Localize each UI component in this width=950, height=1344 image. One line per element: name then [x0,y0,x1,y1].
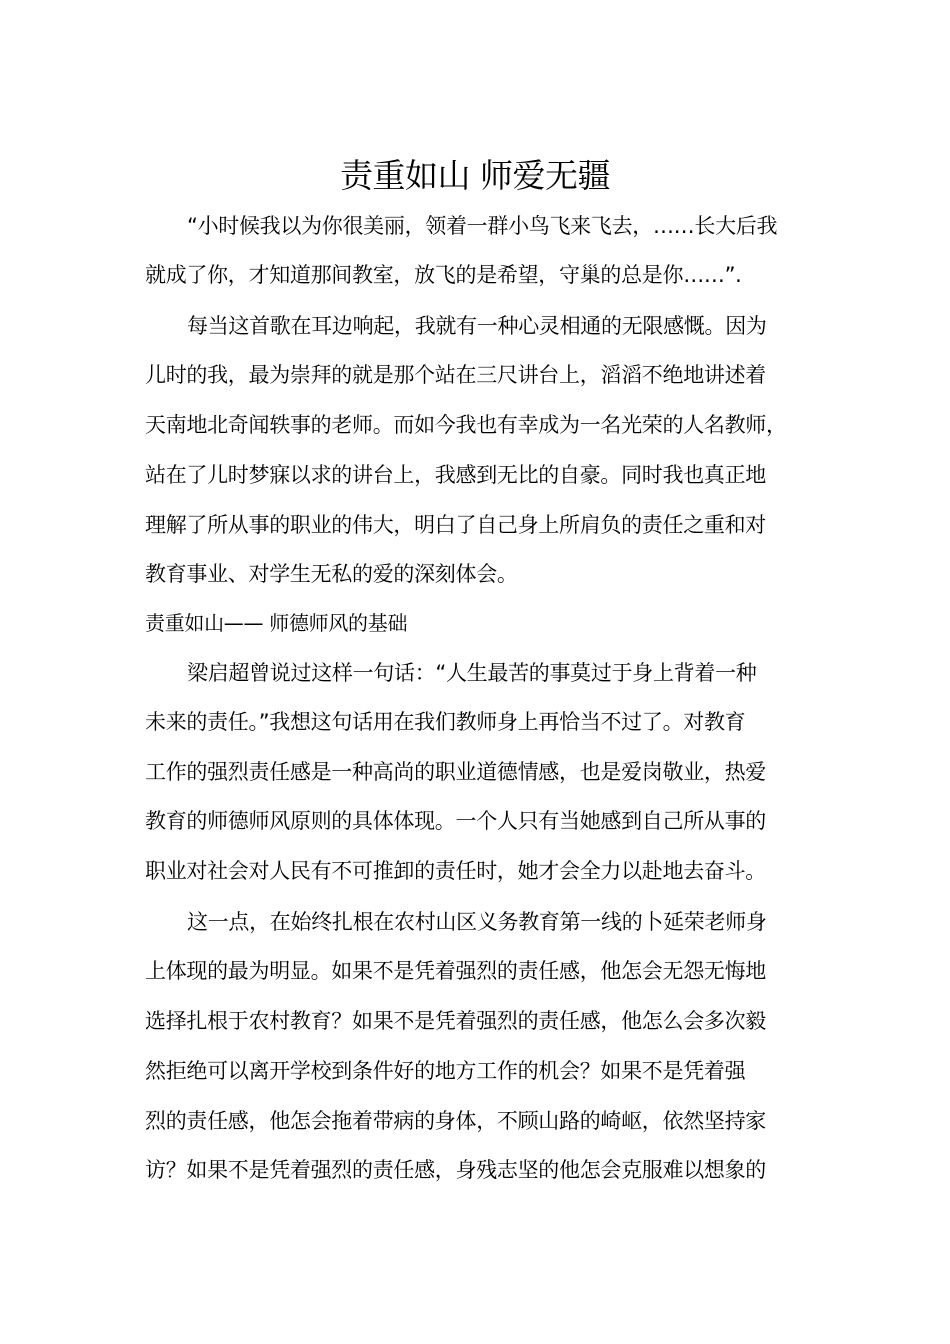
section-heading: 责重如山—— 师德师风的基础 [145,611,408,635]
paragraph-line: 访？如果不是凭着强烈的责任感，身残志坚的他怎会克服难以想象的 [145,1158,766,1182]
paragraph-line: 梁启超曾说过这样一句话：“人生最苦的事莫过于身上背着一种 [187,661,757,685]
paragraph-line: 教育事业、对学生无私的爱的深刻体会。 [145,562,518,586]
paragraph-line: 烈的责任感，他怎会拖着带病的身体，不顾山路的崎岖，依然坚持家 [145,1109,766,1133]
paragraph-line: 就成了你，才知道那间教室，放飞的是希望，守巢的总是你……”. [145,263,742,287]
paragraph-line: “小时候我以为你很美丽，领着一群小鸟飞来飞去，……长大后我 [187,214,778,238]
paragraph-line: 工作的强烈责任感是一种高尚的职业道德情感，也是爱岗敬业，热爱 [145,760,766,784]
paragraph-line: 每当这首歌在耳边响起，我就有一种心灵相通的无限感慨。因为 [187,314,767,338]
paragraph-line: 未来的责任。”我想这句话用在我们教师身上再恰当不过了。对教育 [145,710,746,734]
paragraph-line: 理解了所从事的职业的伟大，明白了自己身上所肩负的责任之重和对 [145,513,766,537]
paragraph-line: 选择扎根于农村教育？如果不是凭着强烈的责任感，他怎么会多次毅 [145,1009,766,1033]
paragraph-line: 教育的师德师风原则的具体体现。一个人只有当她感到自己所从事的 [145,809,766,833]
paragraph-line: 职业对社会对人民有不可推卸的责任时，她才会全力以赴地去奋斗。 [145,859,766,883]
paragraph-line: 儿时的我，最为崇拜的就是那个站在三尺讲台上，滔滔不绝地讲述着 [145,363,766,387]
paragraph-line: 天南地北奇闻轶事的老师。而如今我也有幸成为一名光荣的人名教师， [145,413,787,437]
paragraph-line: 然拒绝可以离开学校到条件好的地方工作的机会？如果不是凭着强 [145,1059,746,1083]
document-title: 责重如山 师爱无疆 [340,156,610,195]
paragraph-line: 站在了儿时梦寐以求的讲台上，我感到无比的自豪。同时我也真正地 [145,463,766,487]
paragraph-line: 上体现的最为明显。如果不是凭着强烈的责任感，他怎会无怨无悔地 [145,959,766,983]
paragraph-line: 这一点，在始终扎根在农村山区义务教育第一线的卜延荣老师身 [187,910,767,934]
